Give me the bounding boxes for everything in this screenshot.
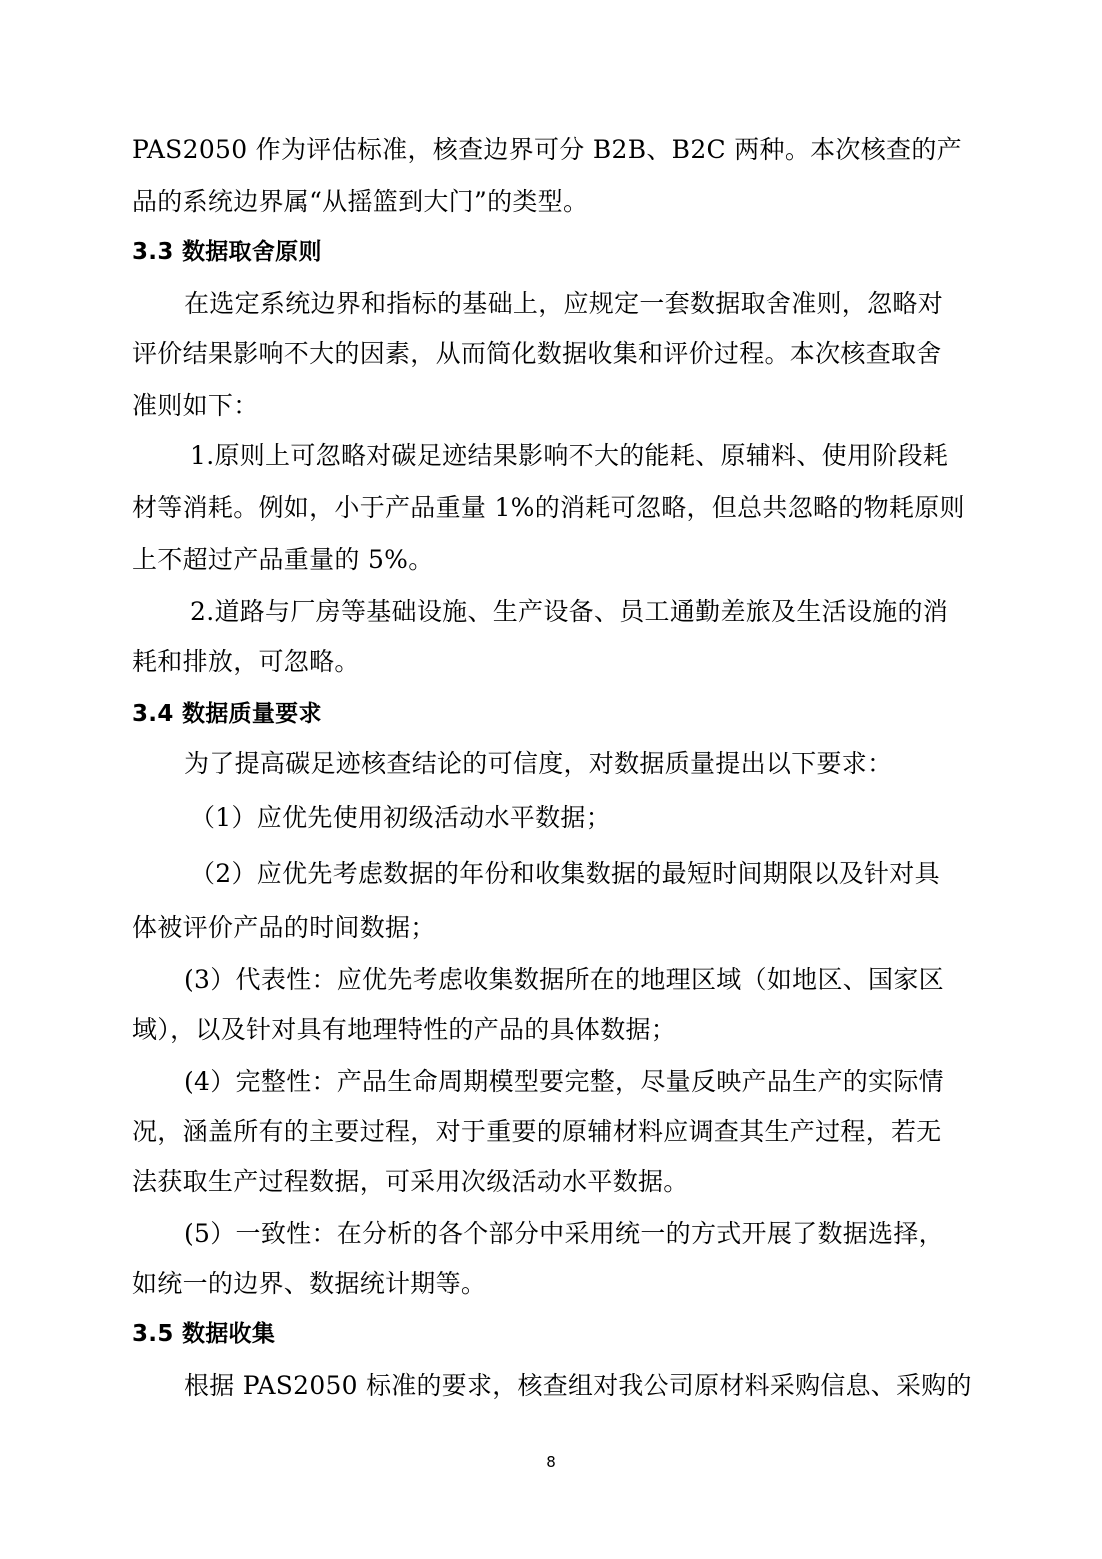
paragraph-line: 如统一的边界、数据统计期等。 <box>132 1269 487 1298</box>
list-item-line: 1.原则上可忽略对碳足迹结果影响不大的能耗、原辅料、使用阶段耗 <box>190 441 949 470</box>
paragraph-line: 况，涵盖所有的主要过程，对于重要的原辅材料应调查其生产过程，若无 <box>132 1117 942 1146</box>
paragraph-line: 上不超过产品重量的 5%。 <box>132 545 434 574</box>
paragraph-line: 法获取生产过程数据，可采用次级活动水平数据。 <box>132 1167 689 1196</box>
page-number: 8 <box>546 1453 556 1471</box>
paragraph-line: 域），以及针对具有地理特性的产品的具体数据； <box>132 1015 677 1044</box>
section-heading-3-4: 3.4 数据质量要求 <box>132 701 322 727</box>
section-heading-3-3: 3.3 数据取舍原则 <box>132 239 322 265</box>
list-item-line: （1）应优先使用初级活动水平数据； <box>190 803 612 832</box>
paragraph-line: PAS2050 作为评估标准，核查边界可分 B2B、B2C 两种。本次核查的产 <box>132 135 962 164</box>
list-item-line: (5）一致性：在分析的各个部分中采用统一的方式开展了数据选择， <box>184 1219 944 1248</box>
list-item-line: 2.道路与厂房等基础设施、生产设备、员工通勤差旅及生活设施的消 <box>190 597 949 626</box>
list-item-line: （2）应优先考虑数据的年份和收集数据的最短时间期限以及针对具 <box>190 859 940 888</box>
list-item-line: (3）代表性：应优先考虑收集数据所在的地理区域（如地区、国家区 <box>184 965 944 994</box>
paragraph-line: 材等消耗。例如，小于产品重量 1%的消耗可忽略，但总共忽略的物耗原则 <box>132 493 965 522</box>
paragraph-line: 耗和排放，可忽略。 <box>132 647 360 676</box>
paragraph-line: 品的系统边界属“从摇篮到大门”的类型。 <box>132 187 589 216</box>
paragraph-line: 根据 PAS2050 标准的要求，核查组对我公司原材料采购信息、采购的 <box>184 1371 972 1400</box>
list-item-line: (4）完整性：产品生命周期模型要完整，尽量反映产品生产的实际情 <box>184 1067 944 1096</box>
section-heading-3-5: 3.5 数据收集 <box>132 1321 276 1347</box>
paragraph-line: 准则如下： <box>132 391 259 420</box>
paragraph-line: 评价结果影响不大的因素，从而简化数据收集和评价过程。本次核查取舍 <box>132 339 942 368</box>
paragraph-line: 体被评价产品的时间数据； <box>132 913 436 942</box>
paragraph-line: 在选定系统边界和指标的基础上，应规定一套数据取舍准则，忽略对 <box>184 289 944 318</box>
paragraph-line: 为了提高碳足迹核查结论的可信度，对数据质量提出以下要求： <box>184 749 893 778</box>
